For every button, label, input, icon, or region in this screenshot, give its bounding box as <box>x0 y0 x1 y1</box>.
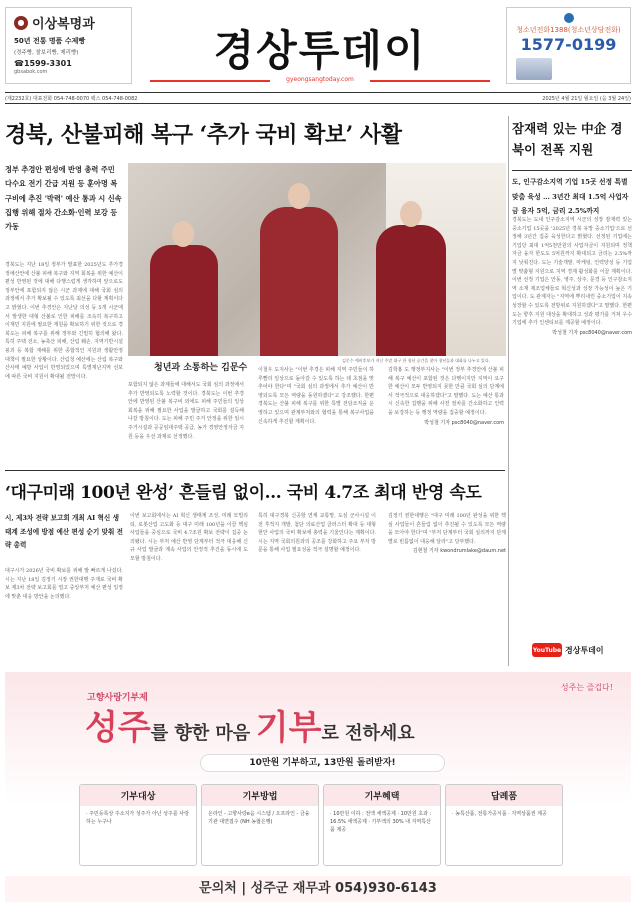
ad-card: 기부대상 · 주민등록상 주소지가 성주가 아닌 성주를 사랑하는 누구나 <box>79 784 197 866</box>
ad-tagline: 50년 전통 명품 수제빵 <box>14 37 86 45</box>
photo-caption-title: 청년과 소통하는 김문수 <box>154 363 248 373</box>
ad-headline: 성주를 향한 마음 기부로 전하세요 <box>85 708 415 748</box>
ad-slogan: 성주는 즐겁다! <box>560 683 613 692</box>
issue-contact: (제2232호) 대표전화 054-748-0070 팩스 054-748-0082 <box>5 96 138 102</box>
sidebar-headline[interactable]: 잠재력 있는 中企 경북이 전폭 지원 <box>512 121 623 157</box>
article1-deck: 정부 추경안 편성에 반영 총력 주민 다수요 전기 간급 지원 등 훈아명 복구비에 추진 '박력' 예산 통과 시 신속 집행 위해 절차 간소화·인력 보강 등 가동 <box>5 165 122 232</box>
ad-card: 답례품 · 농특산품, 전통가공식품 · 지역상품권 제공 <box>445 784 563 866</box>
section-divider <box>5 470 505 471</box>
article2-column-last <box>388 512 506 554</box>
ad-contact: 문의처 | 성주군 재무과 054)930-6143 <box>5 876 631 902</box>
article2-column-text: 김정기 권한대행은 "대구 미래 100년 완성을 위한 핵심 사업들이 흔들림 없이 추진될 수 있도록 모든 역량을 모아야 한다"며 "부처 단계부터 국회 심의까지 단계별로 빈틈없이 대응해 달라"고 당부했다. <box>388 513 506 545</box>
youtube-icon[interactable]: YouTube <box>532 643 562 657</box>
ministry-emblem-icon <box>564 13 574 23</box>
ad-card: 기부방법 온라인 - 고향사랑e음 시스템 / 오프라인 - 금융기관 대면접수 (NH 농협은행) <box>201 784 319 866</box>
sidebar-byline: 박성철 기자 psc8040@naver.com <box>552 329 632 336</box>
issue-date: 2025년 4월 21일 월요일 (음 3월 24일) <box>542 96 631 102</box>
youtube-banner[interactable] <box>512 640 632 660</box>
article2-deck: 시, 제3차 전략 보고회 개최 AI 혁신 생태계 조성에 방점 예산 편성 순기 맞춰 전략 총력 <box>5 514 123 549</box>
sidebar-body-text: 경북도는 도내 인구감소지역 시군의 성장 잠재력 있는 중소기업 15곳을 '2025년 경북 유망 중소기업'으로 선정해 3년간 집중 육성한다고 밝혔다. 선정된 기업에는 기업당 최대 1억5천만원의 사업자금이 지원되며 정책자금 융자 한도도 5억원까지 확대되고 금리는 2.5%까지 낮춰진다. 도는 기술개발, 마케팅, 인력양성 등 기업별 맞춤형 지원으로 지역 경제 활성화를 이끌 계획이다. 이번 선정 기업은 안동, 영주, 상주, 문경 등 인구감소지역 소재 제조업체들로 혁신성과 성장 가능성이 높은 기업이다. 도 관계자는 "지역에 뿌리내린 중소기업이 지속 성장할 수 있도록 전방위로 지원하겠다"고 말했다. 한편 도는 향후 지원 대상을 확대하고 성과 평가를 거쳐 우수 기업에 추가 인센티브를 제공할 예정이다. <box>512 217 632 327</box>
issue-info-bar <box>5 92 631 104</box>
hotline-title: 청소년전화1388(청소년상담전화) <box>516 26 621 34</box>
bakery-name: 이상복명과 <box>32 17 95 32</box>
ad-offer-pill: 10만원 기부하고, 13만원 돌려받자! <box>200 754 445 772</box>
article1-column: 이철우 도지사는 "이번 추경은 피해 지역 주민들이 하루빨리 일상으로 돌아갈 수 있도록 하는 데 초점을 맞추어야 한다"며 "국회 심의 과정에서 추가 예산이 반영되도록 모든 역량을 동원하겠다"고 강조했다. 한편 경북도는 산불 피해 복구를 위한 특별 전담조직을 운영하고 있으며 관계부처와의 협력을 통해 복구사업을 신속하게 추진할 계획이다. <box>258 367 374 425</box>
donation-advertisement <box>5 672 631 914</box>
photo-caption-text: 김문수 예비후보가 지난 주말 대구 한 청년 공간을 찾아 청년들과 대화를 나누고 있다. <box>342 358 490 363</box>
youtube-channel-label: 경상투데이 <box>565 646 604 655</box>
ad-phone: ☎1599-3301 <box>14 59 72 68</box>
article2-byline: 김현철 기자 kwondrumlake@daum.net <box>412 548 506 555</box>
bakery-logo <box>14 13 123 32</box>
site-bar <box>150 76 490 86</box>
article1-column-text: 김학홍 도 행정부지사는 "이번 정부 추경안에 산불 피해 복구 예산이 포함된 것은 다행이지만 지역이 요구한 예산이 모두 반영되지 못한 만큼 국회 심의 단계에서 적극적으로 대응하겠다"고 말했다. 도는 예산 통과 시 신속한 집행을 위해 사전 절차를 간소화하고 인력을 보강하는 등 행정 역량을 집중할 예정이다. <box>388 367 504 416</box>
ad-subtitle: 고향사랑기부제 <box>87 693 148 703</box>
article2-headline[interactable]: ‘대구미래 100년 완성’ 흔들림 없이… 국비 4.7조 최대 반영 속도 <box>5 483 482 503</box>
ad-card: 기부혜택 · 10만원 이하 : 전액 세액공제 · 10만원 초과 : 16.5% 세액공제 · 기부액의 30% 내 지역특산품 제공 <box>323 784 441 866</box>
ad-info-cards <box>79 784 563 866</box>
right-advertisement <box>506 7 631 84</box>
article1-headline[interactable]: 경북, 산불피해 복구 ‘추가 국비 확보’ 사활 <box>5 122 402 148</box>
article2-column: 이번 보고회에서는 AI 혁신 생태계 조성, 미래 모빌리티, 로봇산업 고도화 등 대구 미래 100년을 이끌 핵심 사업들을 중심으로 국비 4.7조원 확보 전략이 집중 논의됐다. 시는 부처 예산 반영 단계부터 적극 대응해 신규 사업 발굴과 계속 사업의 안정적 추진을 동시에 도모할 방침이다. <box>130 513 248 562</box>
article1-byline: 박성철 기자 psc8040@naver.com <box>424 419 504 426</box>
bakery-logo-icon: ● <box>14 16 28 30</box>
newspaper-title: 경상투데이 <box>213 26 427 75</box>
site-url[interactable]: gyeongsangtoday.com <box>270 76 370 83</box>
sidebar-deck: 도, 인구감소지역 기업 15곳 선정 특별 맞춤 육성 … 3년간 최대 1.5억 사업자금 융자 5억, 금리 2.5%까지 <box>512 170 632 219</box>
left-advertisement <box>5 7 132 84</box>
article2-column: 대구시가 2026년 국비 확보를 위해 발 빠르게 나섰다. 시는 지난 18일 김정기 시장 권한대행 주재로 국비 확보 제3차 전략 보고회를 열고 중앙부처 예산 편성 일정에 맞춘 대응 방안을 논의했다. <box>5 568 123 600</box>
article1-photo <box>128 163 506 356</box>
hotline-phone: 1577-0199 <box>520 35 617 54</box>
ad-products: (경주빵, 찰보리빵, 제리빵) <box>14 50 79 56</box>
article1-column: 포함되지 않은 과제들에 대해서도 국회 심의 과정에서 추가 반영되도록 노력할 것이다. 경북도는 이번 추경안에 반영된 산불 복구비 외에도 피해 주민들의 일상 회복을 위해 필요한 사업을 발굴하고 국회를 설득해 나갈 방침이다. 도는 피해 주민 주거 안정을 위한 임시 주거시설과 공공임대주택 공급, 농가 경영안정자금 지원 등을 우선 과제로 선정했다. <box>128 382 244 440</box>
sidebar-body <box>512 216 632 336</box>
article1-column: 경북도는 지난 18일 정부가 발표한 2025년도 추가경정예산안에 산불 피해 복구와 지역 회복을 위한 예산이 편성 반영된 것에 대해 다행스럽게 생각하며 앞으로도 정부안에 포함되지 않은 시군 과제에 대해 국회 심의 과정에서 추가 확보될 수 있도록 최선을 다할 계획이다고 밝혔다. 이번 추경안은 지난달 의성 등 5개 시군에서 발생한 대형 산불로 인한 피해를 조속히 복구하고 이재민 지원에 필요한 재원을 확보하기 위한 것으로 경북도는 피해 복구를 위해 정부와 긴밀히 협의해 왔다. 특히 주택 전소, 농축산 피해, 산림 훼손, 지역기반시설 붕괴 등 복합 재해를 위한 종합적인 지원과 생활안정 대책이 필요한 상황이다. 산림청 예산에는 산림 복구와 산사태 예방 사업이 반영되었으며 특별재난지역 선포에 따른 국비 지원이 확대될 전망이다. <box>5 262 123 380</box>
column-divider <box>508 116 509 666</box>
article2-column: 특히 대구경북 신공항 연계 교통망, 도심 군사시설 이전 후적지 개발, 첨단 의료산업 클러스터 확대 등 대형 현안 사업의 국비 확보에 총력을 기울인다는 계획이다. 시는 지역 국회의원과의 공조를 강화하고 주요 부처 방문을 통해 사업 필요성을 적극 설명할 예정이다. <box>258 513 376 554</box>
ad-site: gbsabok.com <box>14 69 48 75</box>
hotline-image <box>516 58 552 80</box>
article1-column-last <box>388 366 504 426</box>
